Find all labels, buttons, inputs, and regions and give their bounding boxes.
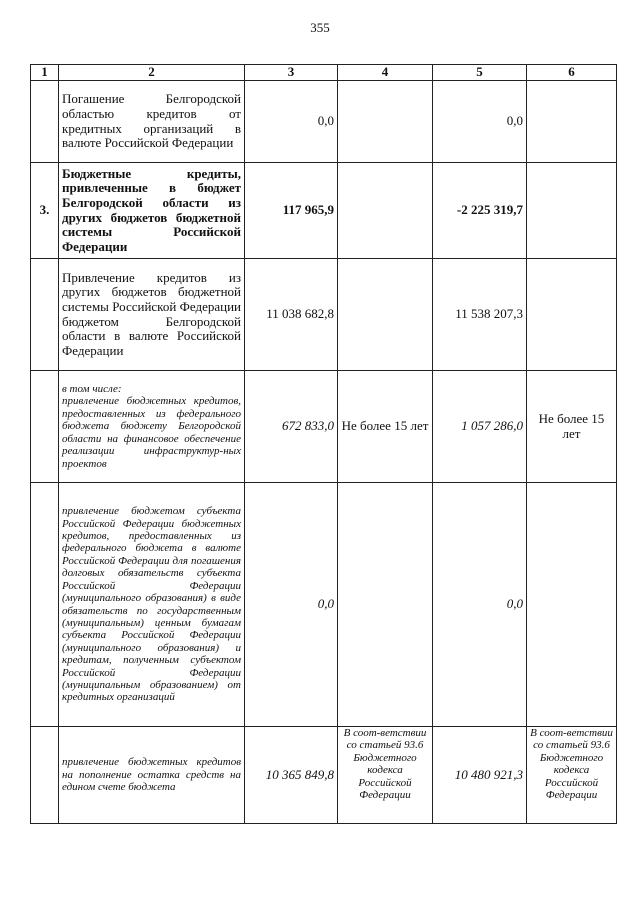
row-intro: в том числе:: [62, 383, 122, 396]
row-description: Привлечение кредитов из других бюджетов бюджетной системы Российской Федерации бюджетом Белгородской области в валюте Российской Федерации: [59, 259, 245, 371]
page-number: 355: [310, 20, 330, 35]
header-col-1: 1: [31, 65, 59, 81]
value-col-6: [527, 81, 617, 163]
value-col-5: 0,0: [433, 483, 527, 727]
value-col-6: [527, 163, 617, 259]
table-row: [31, 371, 617, 483]
value-col-4: Не более 15 лет: [338, 371, 433, 483]
value-col-5: 1 057 286,0: [433, 371, 527, 483]
row-description-cell: [59, 371, 245, 483]
value-col-6: В соот-ветствии со статьей 93.6 Бюджетного кодекса Российской Федерации: [527, 727, 617, 824]
value-col-4: [338, 483, 433, 727]
row-number: 3.: [31, 163, 59, 259]
header-row: [31, 65, 617, 81]
header-col-5: 5: [433, 65, 527, 81]
row-number: [31, 483, 59, 727]
row-number: [31, 259, 59, 371]
header-col-4: 4: [338, 65, 433, 81]
value-col-5: -2 225 319,7: [433, 163, 527, 259]
value-col-5: 11 538 207,3: [433, 259, 527, 371]
row-description: привлечение бюджетных кредитов, предоставленных из федерального бюджета бюджету Белгородской области на финансовое обеспечение реализации инфраструктур-ных проектов: [62, 395, 241, 470]
row-description: привлечение бюджетом субъекта Российской Федерации бюджетных кредитов, предоставленных из федерального бюджета в валюте Российской Федерации для погашения долговых обязательств субъекта Российской Федерации (муниципального образования) в виде обязательств по государственным (муниципальным) ценным бумагам субъекта Российской Федерации (муниципального образования) и кредитам, полученным субъектом Российской Федерации (муниципальным образованием) от кредитных организаций: [59, 483, 245, 727]
value-col-3: 0,0: [245, 81, 338, 163]
header-col-6: 6: [527, 65, 617, 81]
value-col-5: 0,0: [433, 81, 527, 163]
value-col-4: [338, 163, 433, 259]
value-col-4: [338, 259, 433, 371]
table-row: [31, 81, 617, 163]
header-col-2: 2: [59, 65, 245, 81]
row-number: [31, 81, 59, 163]
value-col-4: В соот-ветствии со статьей 93.6 Бюджетного кодекса Российской Федерации: [338, 727, 433, 824]
value-col-3: 117 965,9: [245, 163, 338, 259]
table-row: [31, 483, 617, 727]
row-description: Погашение Белгородской областью кредитов от кредитных организаций в валюте Российской Федерации: [59, 81, 245, 163]
value-col-3: 672 833,0: [245, 371, 338, 483]
value-col-6: Не более 15 лет: [527, 371, 617, 483]
value-col-5: 10 480 921,3: [433, 727, 527, 824]
table-row: [31, 163, 617, 259]
row-number: [31, 371, 59, 483]
value-col-3: 10 365 849,8: [245, 727, 338, 824]
table-row: [31, 259, 617, 371]
row-number: [31, 727, 59, 824]
value-col-3: 11 038 682,8: [245, 259, 338, 371]
value-col-3: 0,0: [245, 483, 338, 727]
budget-table: [30, 64, 617, 824]
row-description: Бюджетные кредиты, привлеченные в бюджет Белгородской области из других бюджетов бюджетной системы Российской Федерации: [59, 163, 245, 259]
row-description: привлечение бюджетных кредитов на пополнение остатка средств на едином счете бюджета: [59, 727, 245, 824]
value-col-6: [527, 259, 617, 371]
header-col-3: 3: [245, 65, 338, 81]
table-row: [31, 727, 617, 824]
value-col-6: [527, 483, 617, 727]
value-col-4: [338, 81, 433, 163]
